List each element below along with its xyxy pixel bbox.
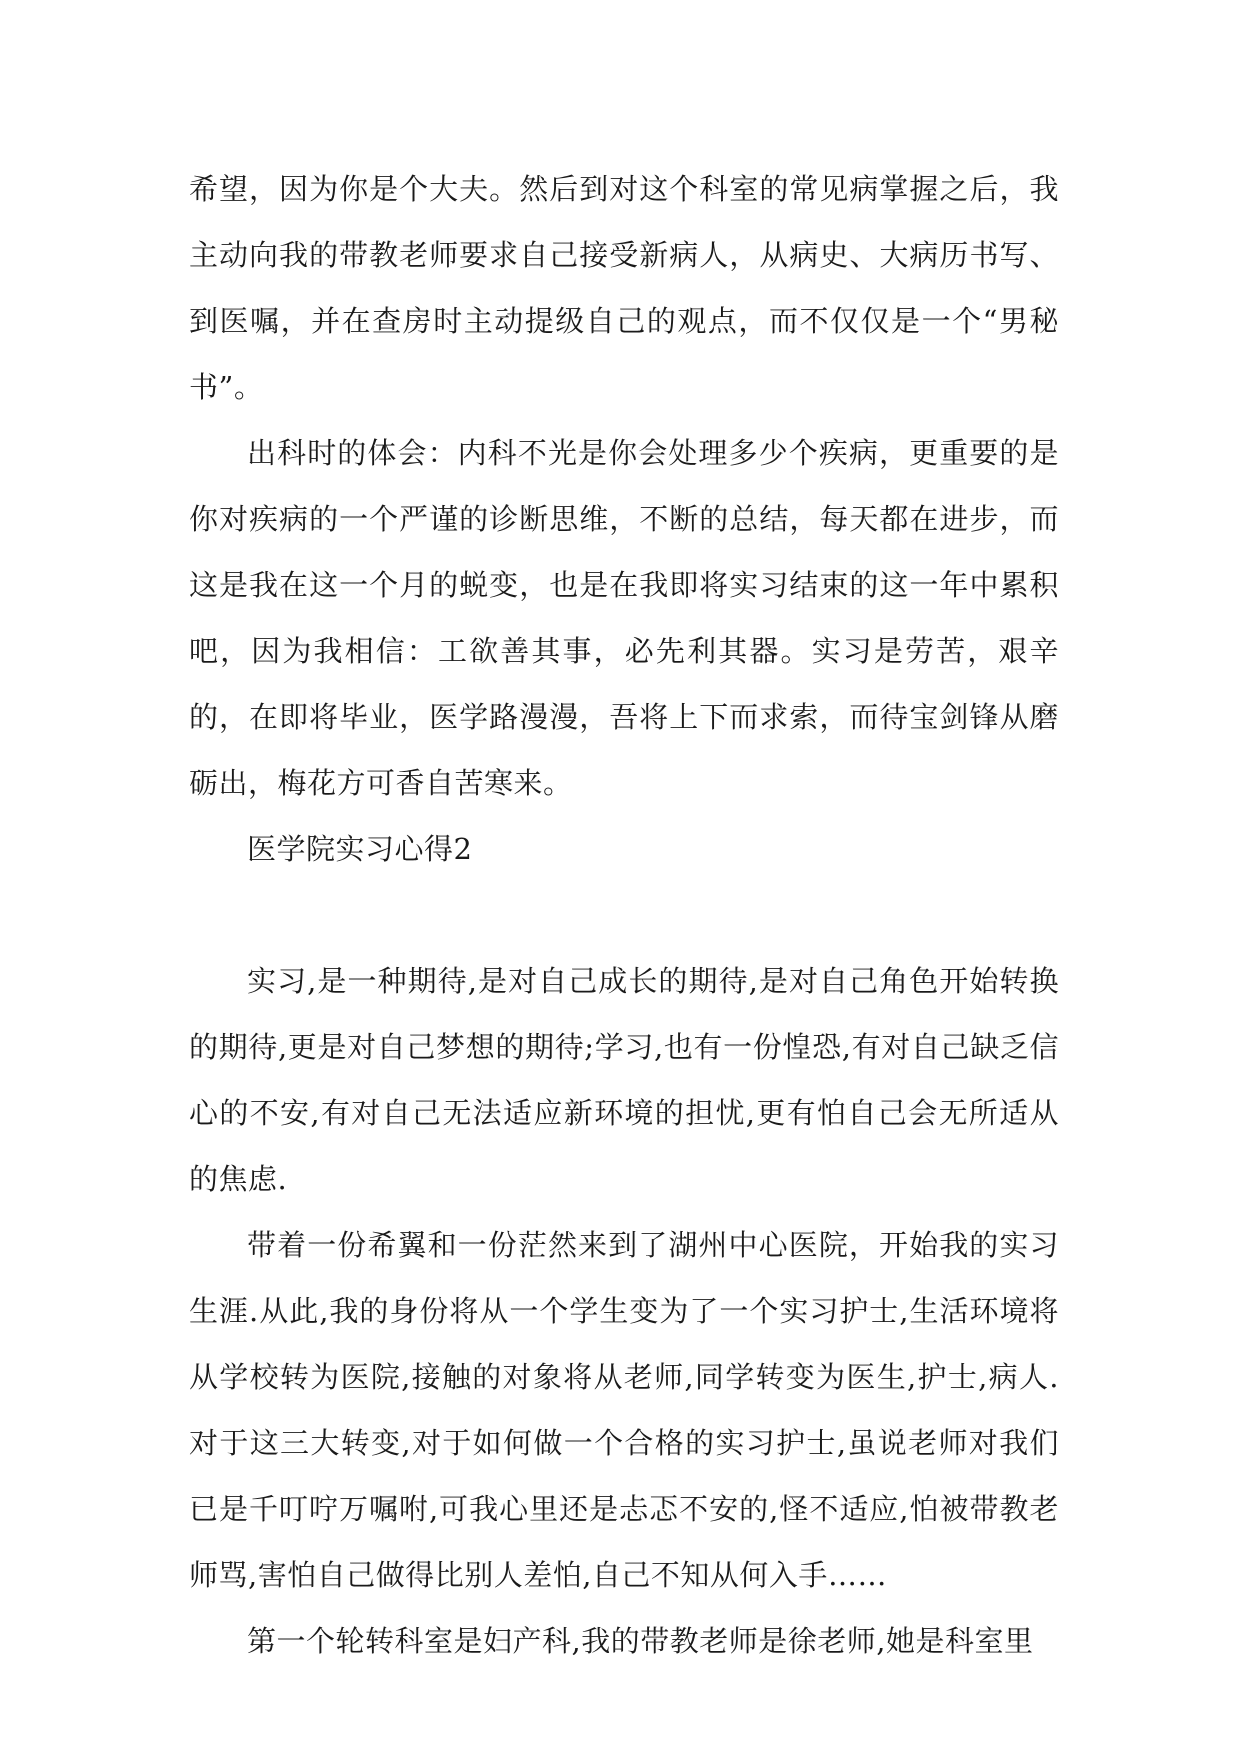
paragraph-internal-medicine-reflection: 出科时的体会：内科不光是你会处理多少个疾病，更重要的是你对疾病的一个严谨的诊断思维，不断的总结，每天都在进步，而这是我在这一个月的蜕变，也是在我即将实习结束的这一年中累积吧，因为我相信：工欲善其事，必先利其器。实习是劳苦，艰辛的，在即将毕业，医学路漫漫，吾将上下而求索，而待宝剑锋从磨砺出，梅花方可香自苦寒来。 bbox=[189, 436, 1059, 800]
document-body bbox=[189, 156, 1059, 1674]
blank-line bbox=[189, 882, 1059, 948]
paragraph-internship-expectation: 实习,是一种期待,是对自己成长的期待,是对自己角色开始转换的期待,更是对自己梦想的期待;学习,也有一份惶恐,有对自己缺乏信心的不安,有对自己无法适应新环境的担忧,更有怕自己会无所适从的焦虑. bbox=[189, 964, 1059, 1196]
paragraph-continuation: 希望，因为你是个大夫。然后到对这个科室的常见病掌握之后，我主动向我的带教老师要求自己接受新病人，从病史、大病历书写、到医嘱，并在查房时主动提级自己的观点，而不仅仅是一个“男秘书”。 bbox=[189, 172, 1059, 404]
paragraph-arrival-hospital: 带着一份希翼和一份茫然来到了湖州中心医院，开始我的实习生涯.从此,我的身份将从一个学生变为了一个实习护士,生活环境将从学校转为医院,接触的对象将从老师,同学转变为医生,护士,病人.对于这三大转变,对于如何做一个合格的实习护士,虽说老师对我们已是千叮咛万嘱咐,可我心里还是忐忑不安的,怪不适应,怕被带教老师骂,害怕自己做得比别人差怕,自己不知从何入手…… bbox=[189, 1228, 1059, 1592]
section-heading: 医学院实习心得2 bbox=[247, 832, 473, 866]
paragraph-first-rotation: 第一个轮转科室是妇产科,我的带教老师是徐老师,她是科室里 bbox=[247, 1624, 1034, 1658]
